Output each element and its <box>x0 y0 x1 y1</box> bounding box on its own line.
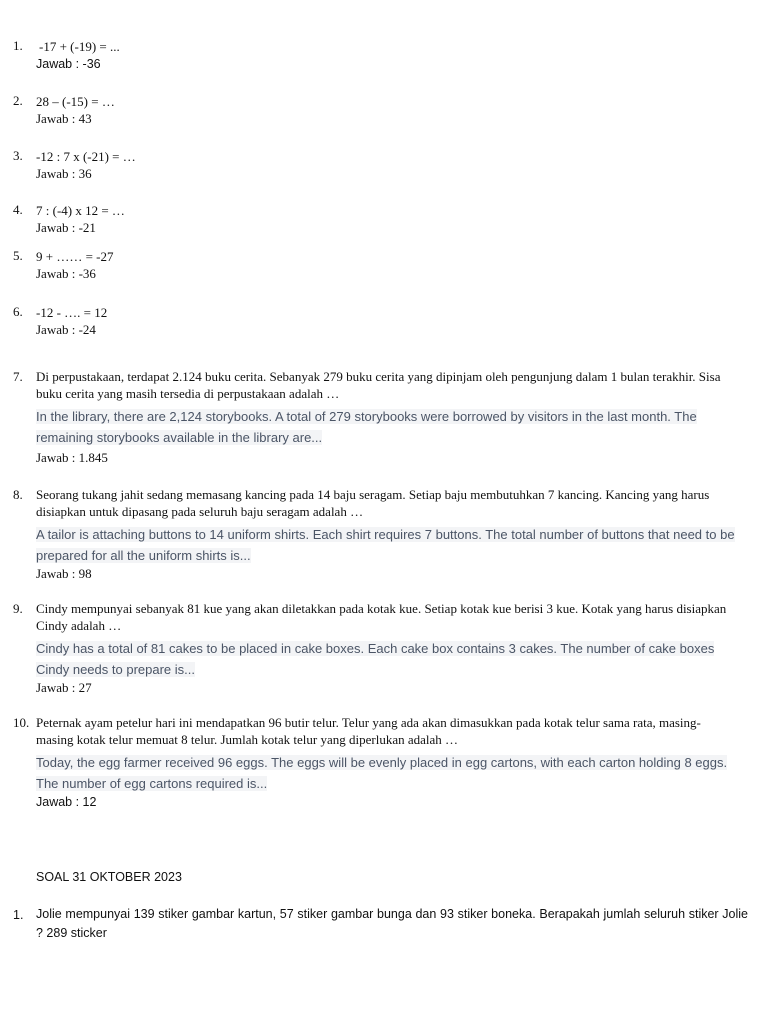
question-text: 7 : (-4) x 12 = … <box>36 203 125 218</box>
answer-text: Jawab : 98 <box>36 566 92 581</box>
answer-text: Jawab : -21 <box>36 220 96 235</box>
translation-text: In the library, there are 2,124 storybooks. A total of 279 storybooks were borrowed by visitors in the last month. The remaining storybooks available in the library are... <box>36 409 697 445</box>
question-number: 1. <box>13 908 24 922</box>
question-text: Seorang tukang jahit sedang memasang kancing pada 14 baju seragam. Setiap baju membutuhkan 7 kancing. Kancing yang harus disiapkan untuk dipasang pada seluruh baju seragam adalah … <box>36 487 710 519</box>
question-text: Peternak ayam petelur hari ini mendapatkan 96 butir telur. Telur yang ada akan dimasukkan pada kotak telur sama rata, masing-masing kotak telur memuat 8 telur. Jumlah kotak telur yang diperlukan adalah … <box>36 715 701 747</box>
question-number: 4. <box>13 202 23 217</box>
question-text: -17 + (-19) = ... <box>39 39 120 54</box>
answer-text: Jawab : -36 <box>36 57 101 71</box>
answer-text: Jawab : 12 <box>36 795 97 809</box>
question-text: 28 – (-15) = … <box>36 94 115 109</box>
answer-text: Jawab : 27 <box>36 680 92 695</box>
question-number: 9. <box>13 601 23 616</box>
question-number: 5. <box>13 248 23 263</box>
question-text: -12 - …. = 12 <box>36 305 108 320</box>
answer-text: Jawab : 43 <box>36 111 92 126</box>
question-text: -12 : 7 x (-21) = … <box>36 149 136 164</box>
question-text: Jolie mempunyai 139 stiker gambar kartun, 57 stiker gambar bunga dan 93 stiker boneka. Berapakah jumlah seluruh stiker Jolie ? 289 sticker <box>36 907 748 940</box>
translation-text: Today, the egg farmer received 96 eggs. The eggs will be evenly placed in egg cartons, with each carton holding 8 eggs. The number of egg cartons required is... <box>36 755 728 791</box>
question-text: Di perpustakaan, terdapat 2.124 buku cerita. Sebanyak 279 buku cerita yang dipinjam oleh pengunjung dalam 1 bulan terakhir. Sisa buku cerita yang masih tersedia di perpustakaan adalah … <box>36 369 721 401</box>
translation-text: A tailor is attaching buttons to 14 uniform shirts. Each shirt requires 7 buttons. The total number of buttons that need to be prepared for all the uniform shirts is... <box>36 527 735 563</box>
question-text: 9 + …… = -27 <box>36 249 114 264</box>
answer-text: Jawab : 1.845 <box>36 450 108 465</box>
question-number: 6. <box>13 304 23 319</box>
answer-text: Jawab : 36 <box>36 166 92 181</box>
question-number: 10. <box>13 715 30 730</box>
translation-text: Cindy has a total of 81 cakes to be placed in cake boxes. Each cake box contains 3 cakes. The number of cake boxes Cindy needs to prepare is... <box>36 641 715 677</box>
question-number: 8. <box>13 487 23 502</box>
answer-text: Jawab : -24 <box>36 322 96 337</box>
section-title: SOAL 31 OKTOBER 2023 <box>36 870 182 884</box>
answer-text: Jawab : -36 <box>36 266 96 281</box>
question-number: 3. <box>13 148 23 163</box>
question-number: 1. <box>13 38 23 53</box>
question-number: 2. <box>13 93 23 108</box>
question-text: Cindy mempunyai sebanyak 81 kue yang akan diletakkan pada kotak kue. Setiap kotak kue berisi 3 kue. Kotak yang harus disiapkan Cindy adalah … <box>36 601 727 633</box>
question-number: 7. <box>13 369 23 384</box>
